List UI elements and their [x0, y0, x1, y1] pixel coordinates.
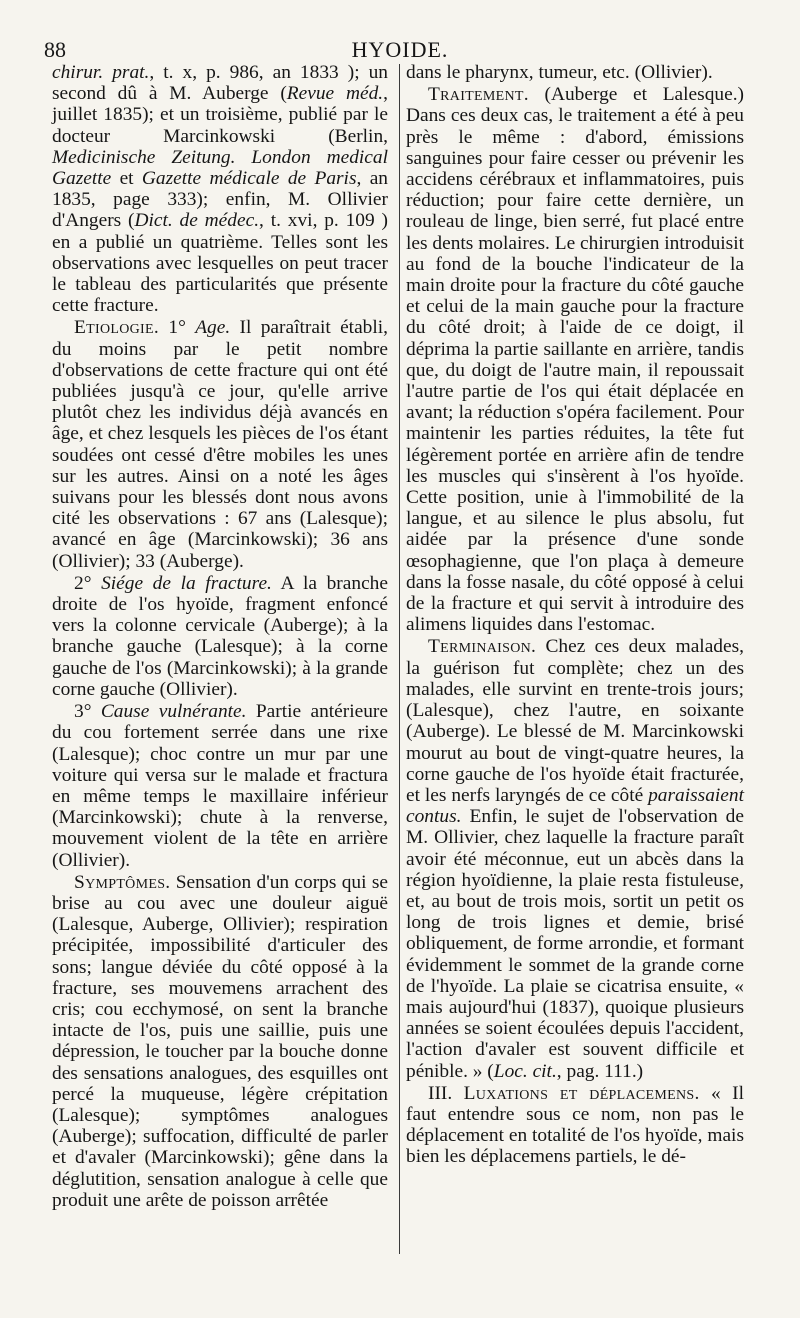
paragraph-siege [52, 573, 388, 700]
paragraph-continuation: dans le pharynx, tumeur, etc. (Ollivier). [406, 62, 713, 83]
section-heading: Symptômes. [74, 871, 171, 893]
text-run: 2° [74, 572, 102, 594]
right-column [406, 62, 744, 1168]
section-heading: Traitement. [428, 84, 529, 106]
text-run: Sensation d'un corps qui se brise au cou avec une douleur aiguë (Lalesque, Auberge, Ollivier); respiration précipitée, impossibilité d'articuler des sons; langue déviée du côté opposé à la fracture, ses mouvemens arrachent des cris; cou ecchymosé, on sent la branche intacte de l'os, puis une saillie, puis une dépression, le toucher par la bouche donne des sensations analogues, des esquilles ont percé la muqueuse, légère crépitation (Lalesque); symptômes analogues (Auberge); suffocation, difficulté de parler et d'avaler (Marcinkowski); gêne dans la déglutition, sensation analogue à celle que produit une arête de poisson arrêtée [52, 871, 388, 1211]
paragraph-references [52, 62, 388, 316]
text-run: , t. x, p. 986, an 1833 ); un second dû à M. Auberge ( [52, 62, 388, 105]
subheading: Age. [195, 317, 231, 339]
text-run: , pag. 111.) [556, 1060, 644, 1082]
text-run: , an 1835, page 333); enfin, M. Ollivier d'Angers ( [52, 168, 388, 232]
text-run: 3° [74, 701, 101, 723]
text-run: , t. xvi, p. 109 ) en a publié un quatrième. Telles sont les observations avec lesquelles on peut tracer le tableau des particularités que présente cette fracture. [52, 210, 388, 317]
text-run: et [111, 168, 142, 190]
paragraph-etiologie [52, 317, 388, 571]
citation-title: Revue méd. [286, 83, 384, 105]
citation-title: Loc. cit. [493, 1060, 557, 1082]
text-run: A la branche droite de l'os hyoïde, fragment enfoncé vers la colonne cervicale (Auberge); à la branche gauche (Lalesque); à la corne gauche de l'os (Marcinkowski); à la grande corne gauche (Ollivier). [52, 572, 388, 700]
paragraph-luxations [406, 1083, 744, 1168]
text-run: Partie antérieure du cou fortement serrée dans une rixe (Lalesque); choc contre un mur par une voiture qui versa sur le malade et fractura en même temps le maxillaire inférieur (Marcinkowski); chute à la renverse, mouvement violent de la tête en arrière (Ollivier). [52, 701, 388, 871]
text-run: 1° [159, 317, 196, 339]
citation-title: Dict. de médec. [134, 210, 260, 232]
subheading: Siége de la fracture. [101, 572, 272, 594]
text-run: « Il faut entendre sous ce nom, non pas le déplacement en totalité de l'os hyoïde, mais bien les déplacemens partiels, le dé- [406, 1082, 744, 1168]
text-run: III. [428, 1082, 464, 1104]
citation-title: chirur. prat. [52, 62, 150, 83]
text-run: Enfin, le sujet de l'observation de M. Ollivier, chez laquelle la fracture paraît avoir été méconnue, eut un abcès dans la région hyoïdienne, la plaie resta fistuleuse, et, au bout de trois mois, sortit un petit os long de trois lignes et demie, brisé obliquement, de forme arrondie, et formant évidemment le sommet de la grande corne de l'hyoïde. La plaie se cicatrisa ensuite, « mais aujourd'hui (1837), quoique plusieurs années se soient écoulées depuis l'accident, l'action d'avaler est souvent difficile et pénible. » ( [406, 806, 744, 1082]
paragraph-cause [52, 701, 388, 871]
paragraph-traitement [406, 84, 744, 635]
text-run: Chez ces deux malades, la guérison fut complète; chez un des malades, elle survint en trente-trois jours; (Lalesque), chez l'autre, en soixante (Auberge). Le blessé de M. Marcinkowski mourut au bout de vingt-quatre heures, la corne gauche de l'os hyoïde était fracturée, et les nerfs laryngés de ce côté [406, 636, 744, 806]
text-run: Il paraîtrait établi, du moins par le petit nombre d'observations de cette fracture qui ont été publiées jusqu'à ce jour, qu'elle arrive plutôt chez les individus déjà avancés en âge, et chez lesquels les pièces de l'os étant soudées ont cessé d'être mobiles les unes sur les autres. Ainsi on a noté les âges suivans pour les blessés dont nous avons cité les observations : 67 ans (Lalesque); avancé en âge (Marcinkowski); 36 ans (Ollivier); 33 (Auberge). [52, 317, 388, 572]
section-heading: Luxations et déplacemens. [463, 1082, 700, 1104]
text-run: (Auberge et Lalesque.) Dans ces deux cas, le traitement a été à peu près le même : d'abord, émissions sanguines pour faire cesser ou prévenir les accidens cérébraux et inflammatoires, puis réduction; pour faire cette dernière, un rouleau de linge, bien serré, fut placé entre les dents molaires. Le chirurgien introduisit au fond de la bouche l'indicateur de la main droite pour la fracture du côté gauche et celui de la main gauche pour la fracture du côté droit; à l'aide de ce doigt, il déprima la partie saillante en arrière, tandis que, du doigt de l'autre main, il repoussait l'autre partie de l'os qui était déplacée en avant; la réduction s'opéra facilement. Pour maintenir les parties réduites, la tête fut légèrement portée en arrière afin de tendre les muscles qui s'insèrent à l'os hyoïde. Cette position, unie à l'immobilité de la langue, et au silence le plus absolu, fut aidée par la présence d'une sonde œsophagienne, que l'on plaça à demeure dans la fosse nasale, du côté opposé à celui de la fracture et qui servit à introduire des alimens liquides dans l'estomac. [406, 84, 744, 636]
citation-title: Gazette médicale de Paris [141, 168, 357, 190]
emphasis: paraissaient contus. [406, 784, 744, 828]
section-heading: Terminaison. [428, 636, 537, 658]
citation-title: Medicinische Zeitung. London medical Gazette [52, 146, 388, 190]
column-divider [399, 64, 400, 1254]
section-heading: Etiologie. [74, 317, 160, 339]
paragraph-terminaison [406, 636, 744, 1081]
left-column [52, 62, 388, 1211]
subheading: Cause vulnérante. [100, 701, 247, 723]
running-title: HYOIDE. [351, 37, 449, 62]
text-run: , juillet 1835); et un troisième, publié par le docteur Marcinkowski (Berlin, [52, 83, 388, 147]
page-number: 88 [44, 37, 66, 62]
paragraph-symptomes [52, 872, 388, 1211]
